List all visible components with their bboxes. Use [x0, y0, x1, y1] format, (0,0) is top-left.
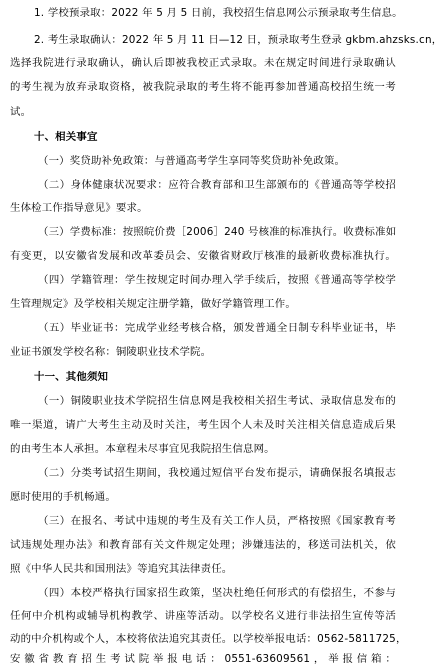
text-line-tuition-1: （三）学费标准：按照皖价费［2006］240 号核准的标准执行。收费标准如: [38, 226, 397, 238]
text-line-diploma-2: 业证书颁发学校名称：铜陵职业技术学院。: [10, 346, 212, 358]
text-line-admission-2: 2. 考生录取确认：2022 年 5 月 11 日—12 日，预录取考生登录 gkbm.ahzsks.cn，: [34, 34, 442, 46]
text-line-registration-1: （四）学籍管理：学生按规定时间办理入学手续后，按照《普通高等学校学: [38, 274, 396, 286]
text-line-diploma-1: （五）毕业证书：完成学业经考核合格，颁发普通全日制专科毕业证书，毕: [38, 322, 396, 334]
section-heading-related-matters: 十、相关事宜: [34, 131, 98, 143]
text-line-aid-policy: （一）奖贷助补免政策：与普通高考学生享同等奖贷助补免政策。: [38, 155, 346, 167]
text-line-health-2: 生体检工作指导意见》要求。: [10, 202, 148, 214]
text-line-website-2: 唯一渠道，请广大考生主动及时关注，考生因个人未及时关注相关信息造成后果: [10, 419, 396, 431]
text-line-policy-1: （四）本校严格执行国家招生政策，坚决杜绝任何形式的有偿招生，不参与: [38, 587, 396, 599]
text-line-violation-2: 试违规处理办法》和教育部有关文件规定处理；涉嫌违法的，移送司法机关，依: [10, 539, 396, 551]
text-line-admission-1: 1. 学校预录取：2022 年 5 月 5 日前，我校招生信息网公示预录取考生信息。: [34, 7, 403, 19]
text-line-tuition-2: 有变更，以安徽省发展和改革委员会、安徽省财政厅核准的最新收费标准执行。: [10, 250, 396, 262]
text-line-policy-2: 任何中介机构或辅导机构教学、讲座等活动。以学校名义进行非法招生宣传等活: [10, 610, 396, 622]
text-line-admission-2d: 试。: [10, 106, 32, 118]
text-line-sms-1: （二）分类考试招生期间，我校通过短信平台发布提示，请确保报名填报志: [38, 467, 396, 479]
text-line-health-1: （二）身体健康状况要求：应符合教育部和卫生部颁布的《普通高等学校招: [38, 179, 396, 191]
text-line-violation-3: 照《中华人民共和国刑法》等追究其法律责任。: [10, 563, 233, 575]
text-line-policy-3: 动的中介机构或个人，本校将依法追究其责任。以学校举报电话：0562-5811725，: [10, 633, 407, 645]
section-heading-other-notes: 十一、其他须知: [34, 371, 109, 383]
text-line-registration-2: 生管理规定》及学校相关规定注册学籍，做好学籍管理工作。: [10, 298, 296, 310]
text-line-admission-2c: 的考生视为放弃录取资格，被我院录取的考生将不能再参加普通高校招生统一考: [10, 81, 396, 93]
text-line-website-3: 的由考生本人承担。本章程未尽事宜见我院招生信息网。: [10, 443, 275, 455]
text-line-policy-4: 安徽省教育招生考试院举报电话：0551-63609561，举报信箱：: [10, 653, 396, 665]
text-line-website-1: （一）铜陵职业技术学院招生信息网是我校相关招生考试、录取信息发布的: [38, 395, 396, 407]
text-line-sms-2: 愿时使用的手机畅通。: [10, 491, 116, 503]
text-line-admission-2b: 选择我院进行录取确认，确认后即被我校正式录取。未在规定时间进行录取确认: [10, 57, 396, 69]
text-line-violation-1: （三）在报名、考试中违规的考生及有关工作人员，严格按照《国家教育考: [38, 515, 396, 527]
